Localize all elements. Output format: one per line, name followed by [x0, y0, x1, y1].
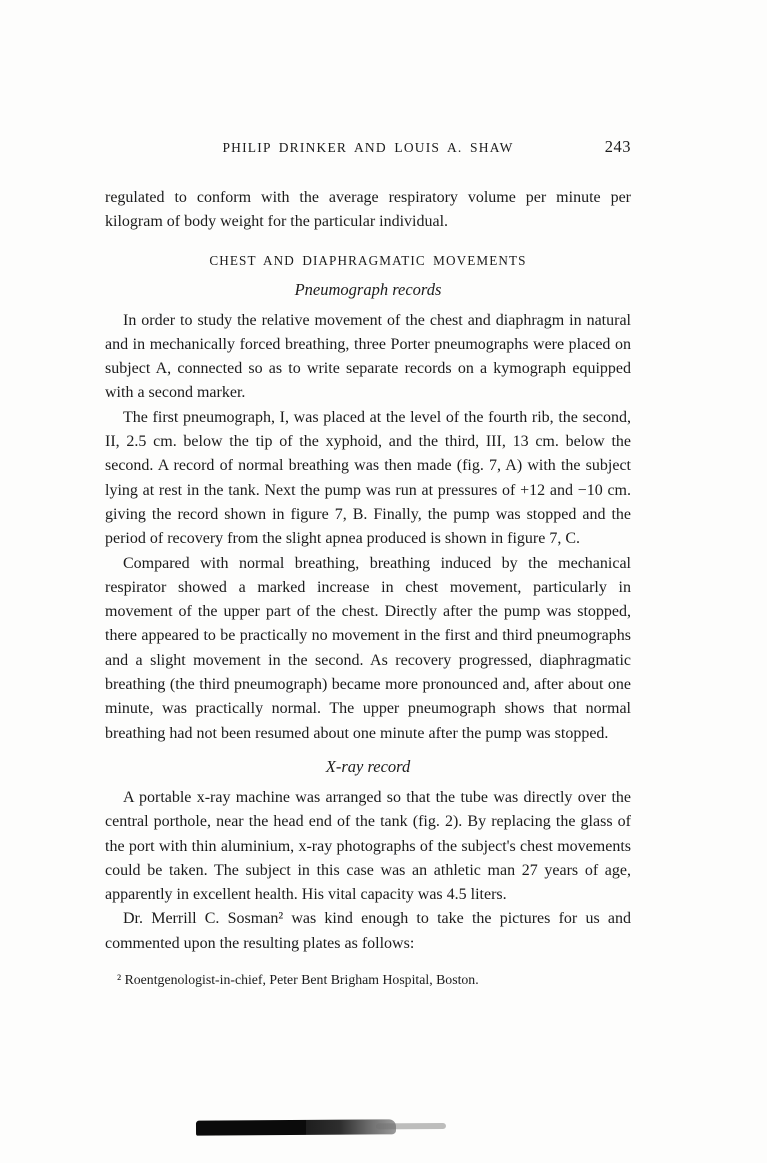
paragraph-continuation: regulated to conform with the average respiratory volume per minute per kilogram of body weight for the particular individual.	[105, 189, 631, 231]
paragraph-xray-2: Dr. Merrill C. Sosman² was kind enough to take the pictures for us and commented upon the resulting plates as follows:	[105, 910, 631, 952]
page-number: 243	[604, 137, 631, 156]
subsection-heading-xray-record: X-ray record	[325, 756, 411, 776]
running-header	[105, 137, 631, 156]
footnote: ² Roentgenologist-in-chief, Peter Bent Brigham Hospital, Boston.	[117, 972, 479, 988]
paragraph-pneumograph-1: In order to study the relative movement of the chest and diaphragm in natural and in mechanically forced breathing, three Porter pneumographs were placed on subject A, connected so as to write separate records on a kymograph equipped with a second marker.	[105, 311, 631, 402]
section-heading: CHEST AND DIAPHRAGMATIC MOVEMENTS	[209, 252, 527, 268]
paragraph-xray-1: A portable x-ray machine was arranged so that the tube was directly over the central porthole, near the head end of the tank (fig. 2). By replacing the glass of the port with thin aluminium, x-ray photographs of the subject's chest movements could be taken. The subject in this case was an athletic man 27 years of age, apparently in excellent health. His vital capacity was 4.5 liters.	[105, 788, 631, 904]
running-title: PHILIP DRINKER AND LOUIS A. SHAW	[222, 140, 514, 155]
subsection-heading-pneumograph-records: Pneumograph records	[294, 279, 442, 299]
paragraph-pneumograph-2: The first pneumograph, I, was placed at the level of the fourth rib, the second, II, 2.5 cm. below the tip of the xyphoid, and the third, III, 13 cm. below the second. A record of normal breathing was then made (fig. 7, A) with the subject lying at rest in the tank. Next the pump was run at pressures of +12 and −10 cm. giving the record shown in figure 7, B. Finally, the pump was stopped and the period of recovery from the slight apnea produced is shown in figure 7, C.	[105, 408, 631, 548]
paragraph-pneumograph-3: Compared with normal breathing, breathing induced by the mechanical respirator showed a marked increase in chest movement, particularly in movement of the upper part of the chest. Directly after the pump was stopped, there appeared to be practically no movement in the first and third pneumographs and a slight movement in the second. As recovery progressed, diaphragmatic breathing (the third pneumograph) became more pronounced and, after about one minute, was practically normal. The upper pneumograph shows that normal breathing had not been resumed about one minute after the pump was stopped.	[105, 554, 631, 742]
scan-artifact	[196, 1119, 396, 1135]
document-page	[105, 137, 631, 989]
